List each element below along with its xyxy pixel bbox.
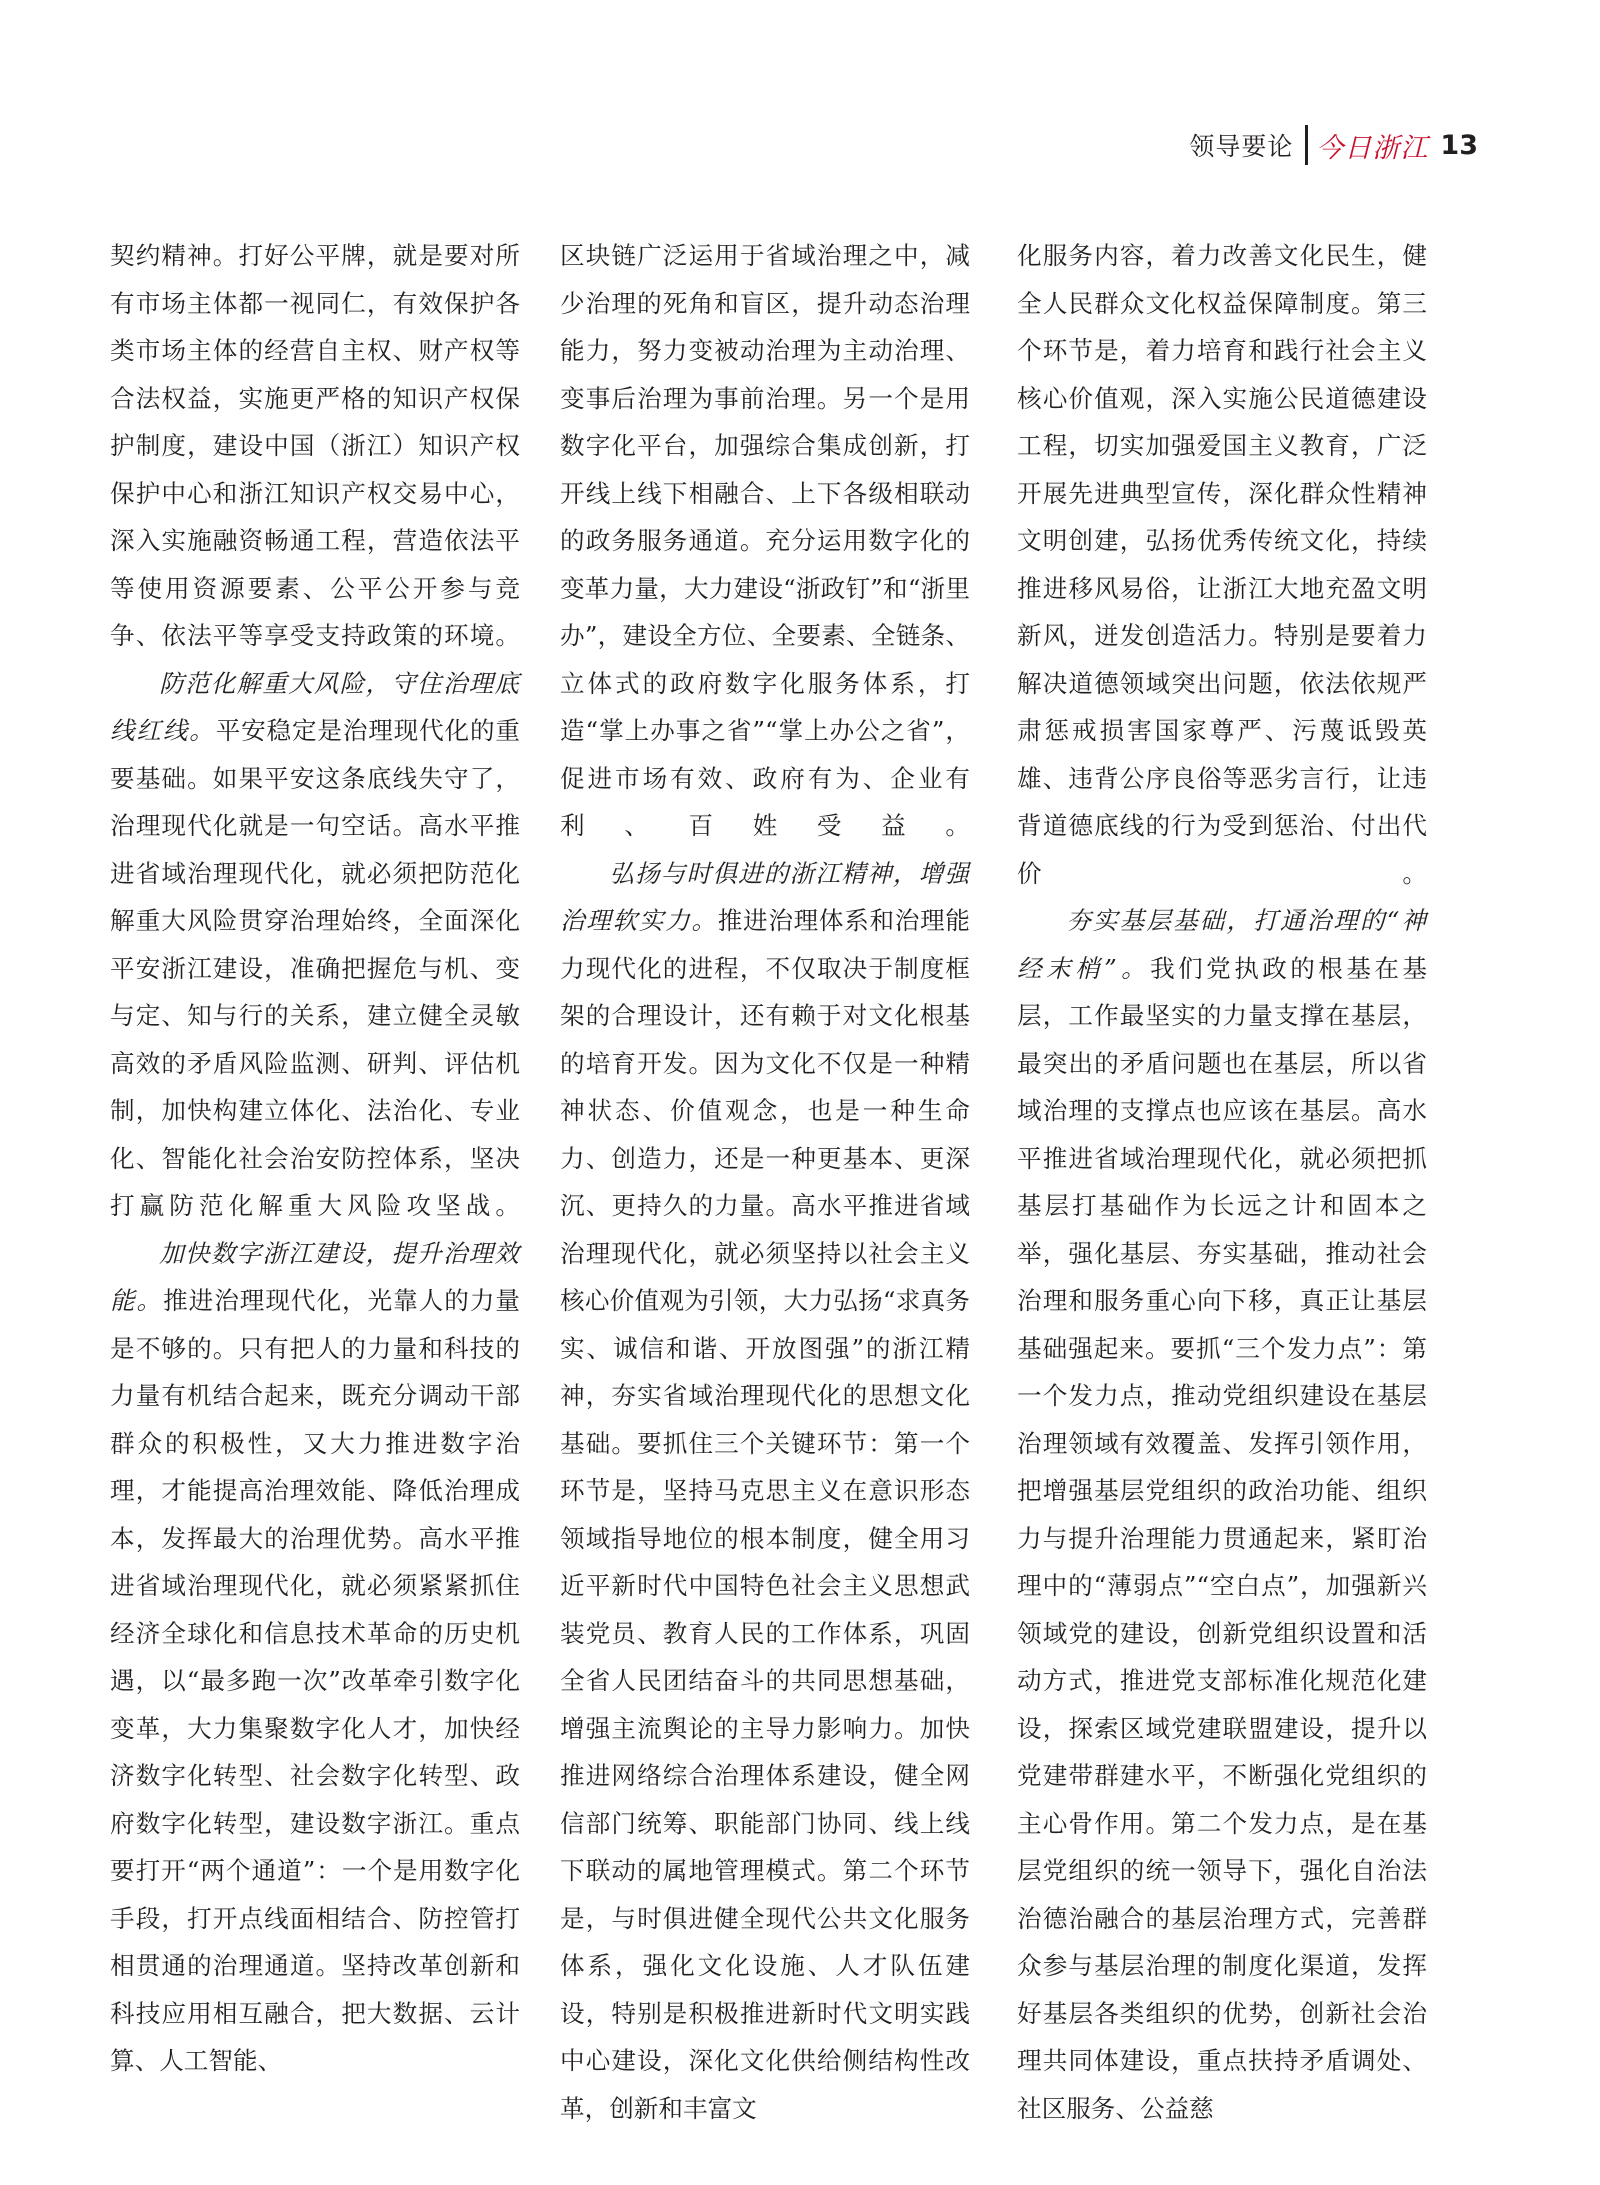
- page-header: [1189, 122, 1478, 168]
- header-divider: [1305, 125, 1308, 165]
- paragraph: [110, 660, 520, 1230]
- section-heading: 加快数字浙江建设，提升治理效能。: [110, 1238, 520, 1315]
- text-column-1: [110, 232, 520, 2075]
- paragraph: [560, 850, 970, 2133]
- paragraph: [560, 232, 970, 850]
- page-number: 13: [1440, 129, 1478, 161]
- section-label: 领导要论: [1189, 132, 1294, 161]
- text-column-2: [560, 232, 970, 2123]
- paragraph-text: 推进治理体系和治理能力现代化的进程，不仅取决于制度框架的合理设计，还有赖于对文化根基的培育开发。因为文化不仅是一种精神状态、价值观念，也是一种生命力、创造力，还是一种更基本、更深沉、更持久的力量。高水平推进省域治理现代化，就必须坚持以社会主义核心价值观为引领，大力弘扬“求真务实、诚信和谐、开放图强”的浙江精神，夯实省域治理现代化的思想文化基础。要抓住三个关键环节：第一个环节是，坚持马克思主义在意识形态领域指导地位的根本制度，健全用习近平新时代中国特色社会主义思想武装党员、教育人民的工作体系，巩固全省人民团结奋斗的共同思想基础，增强主流舆论的主导力影响力。加快推进网络综合治理体系建设，健全网信部门统筹、职能部门协同、线上线下联动的属地管理模式。第二个环节是，与时俱进健全现代公共文化服务体系，强化文化设施、人才队伍建设，特别是积极推进新时代文明实践中心建设，深化文化供给侧结构性改革，创新和丰富文: [560, 906, 970, 2123]
- paragraph-text: 化服务内容，着力改善文化民生，健全人民群众文化权益保障制度。第三个环节是，着力培育和践行社会主义核心价值观，深入实施公民道德建设工程，切实加强爱国主义教育，广泛开展先进典型宣传，深化群众性精神文明创建，弘扬优秀传统文化，持续推进移风易俗，让浙江大地充盈文明新风，迸发创造活力。特别是要着力解决道德领域突出问题，依法依规严肃惩戒损害国家尊严、污蔑诋毁英雄、违背公序良俗等恶劣言行，让违背道德底线的行为受到惩治、付出代价。: [1017, 241, 1427, 888]
- section-heading: 夯实基层基础，打通治理的“神经末梢”。: [1017, 906, 1427, 983]
- paragraph: [110, 1230, 520, 2085]
- magazine-logo: 今日浙江: [1316, 132, 1429, 164]
- paragraph-text: 我们党执政的根基在基层，工作最坚实的力量支撑在基层，最突出的矛盾问题也在基层，所以省域治理的支撑点也应该在基层。高水平推进省域治理现代化，就必须把抓基层打基础作为长远之计和固本之举，强化基层、夯实基础，推动社会治理和服务重心向下移，真正让基层基础强起来。要抓“三个发力点”：第一个发力点，推动党组织建设在基层治理领域有效覆盖、发挥引领作用，把增强基层党组织的政治功能、组织力与提升治理能力贯通起来，紧盯治理中的“薄弱点”“空白点”，加强新兴领域党的建设，创新党组织设置和活动方式，推进党支部标准化规范化建设，探索区域党建联盟建设，提升以党建带群建水平，不断强化党组织的主心骨作用。第二个发力点，是在基层党组织的统一领导下，强化自治法治德治融合的基层治理方式，完善群众参与基层治理的制度化渠道，发挥好基层各类组织的优势，创新社会治理共同体建设，重点扶持矛盾调处、社区服务、公益慈: [1017, 953, 1427, 2123]
- section-heading: 防范化解重大风险，守住治理底线红线。: [110, 668, 520, 745]
- paragraph-text: 区块链广泛运用于省域治理之中，减少治理的死角和盲区，提升动态治理能力，努力变被动治理为主动治理、变事后治理为事前治理。另一个是用数字化平台，加强综合集成创新，打开线上线下相融合、上下各级相联动的政务服务通道。充分运用数字化的变革力量，大力建设“浙政钉”和“浙里办”，建设全方位、全要素、全链条、立体式的政府数字化服务体系，打造“掌上办事之省”“掌上办公之省”，促进市场有效、政府有为、企业有利、百姓受益。: [560, 241, 970, 840]
- section-heading: 弘扬与时俱进的浙江精神，增强治理软实力。: [560, 858, 970, 935]
- paragraph: [1017, 232, 1427, 897]
- paragraph-text: 推进治理现代化，光靠人的力量是不够的。只有把人的力量和科技的力量有机结合起来，既充分调动干部群众的积极性，又大力推进数字治理，才能提高治理效能、降低治理成本，发挥最大的治理优势。高水平推进省域治理现代化，就必须紧紧抓住经济全球化和信息技术革命的历史机遇，以“最多跑一次”改革牵引数字化变革，大力集聚数字化人才，加快经济数字化转型、社会数字化转型、政府数字化转型，建设数字浙江。重点要打开“两个通道”：一个是用数字化手段，打开点线面相结合、防控管打相贯通的治理通道。坚持改革创新和科技应用相互融合，把大数据、云计算、人工智能、: [110, 1286, 520, 2075]
- text-column-3: [1017, 232, 1427, 2123]
- paragraph: [110, 232, 520, 660]
- paragraph-text: 平安稳定是治理现代化的重要基础。如果平安这条底线失守了，治理现代化就是一句空话。高水平推进省域治理现代化，就必须把防范化解重大风险贯穿治理始终，全面深化平安浙江建设，准确把握危与机、变与定、知与行的关系，建立健全灵敏高效的矛盾风险监测、研判、评估机制，加快构建立体化、法治化、专业化、智能化社会治安防控体系，坚决打赢防范化解重大风险攻坚战。: [110, 716, 520, 1220]
- paragraph: [1017, 897, 1427, 2132]
- paragraph-text: 契约精神。打好公平牌，就是要对所有市场主体都一视同仁，有效保护各类市场主体的经营自主权、财产权等合法权益，实施更严格的知识产权保护制度，建设中国（浙江）知识产权保护中心和浙江知识产权交易中心，深入实施融资畅通工程，营造依法平等使用资源要素、公平公开参与竞争、依法平等享受支持政策的环境。: [110, 241, 520, 650]
